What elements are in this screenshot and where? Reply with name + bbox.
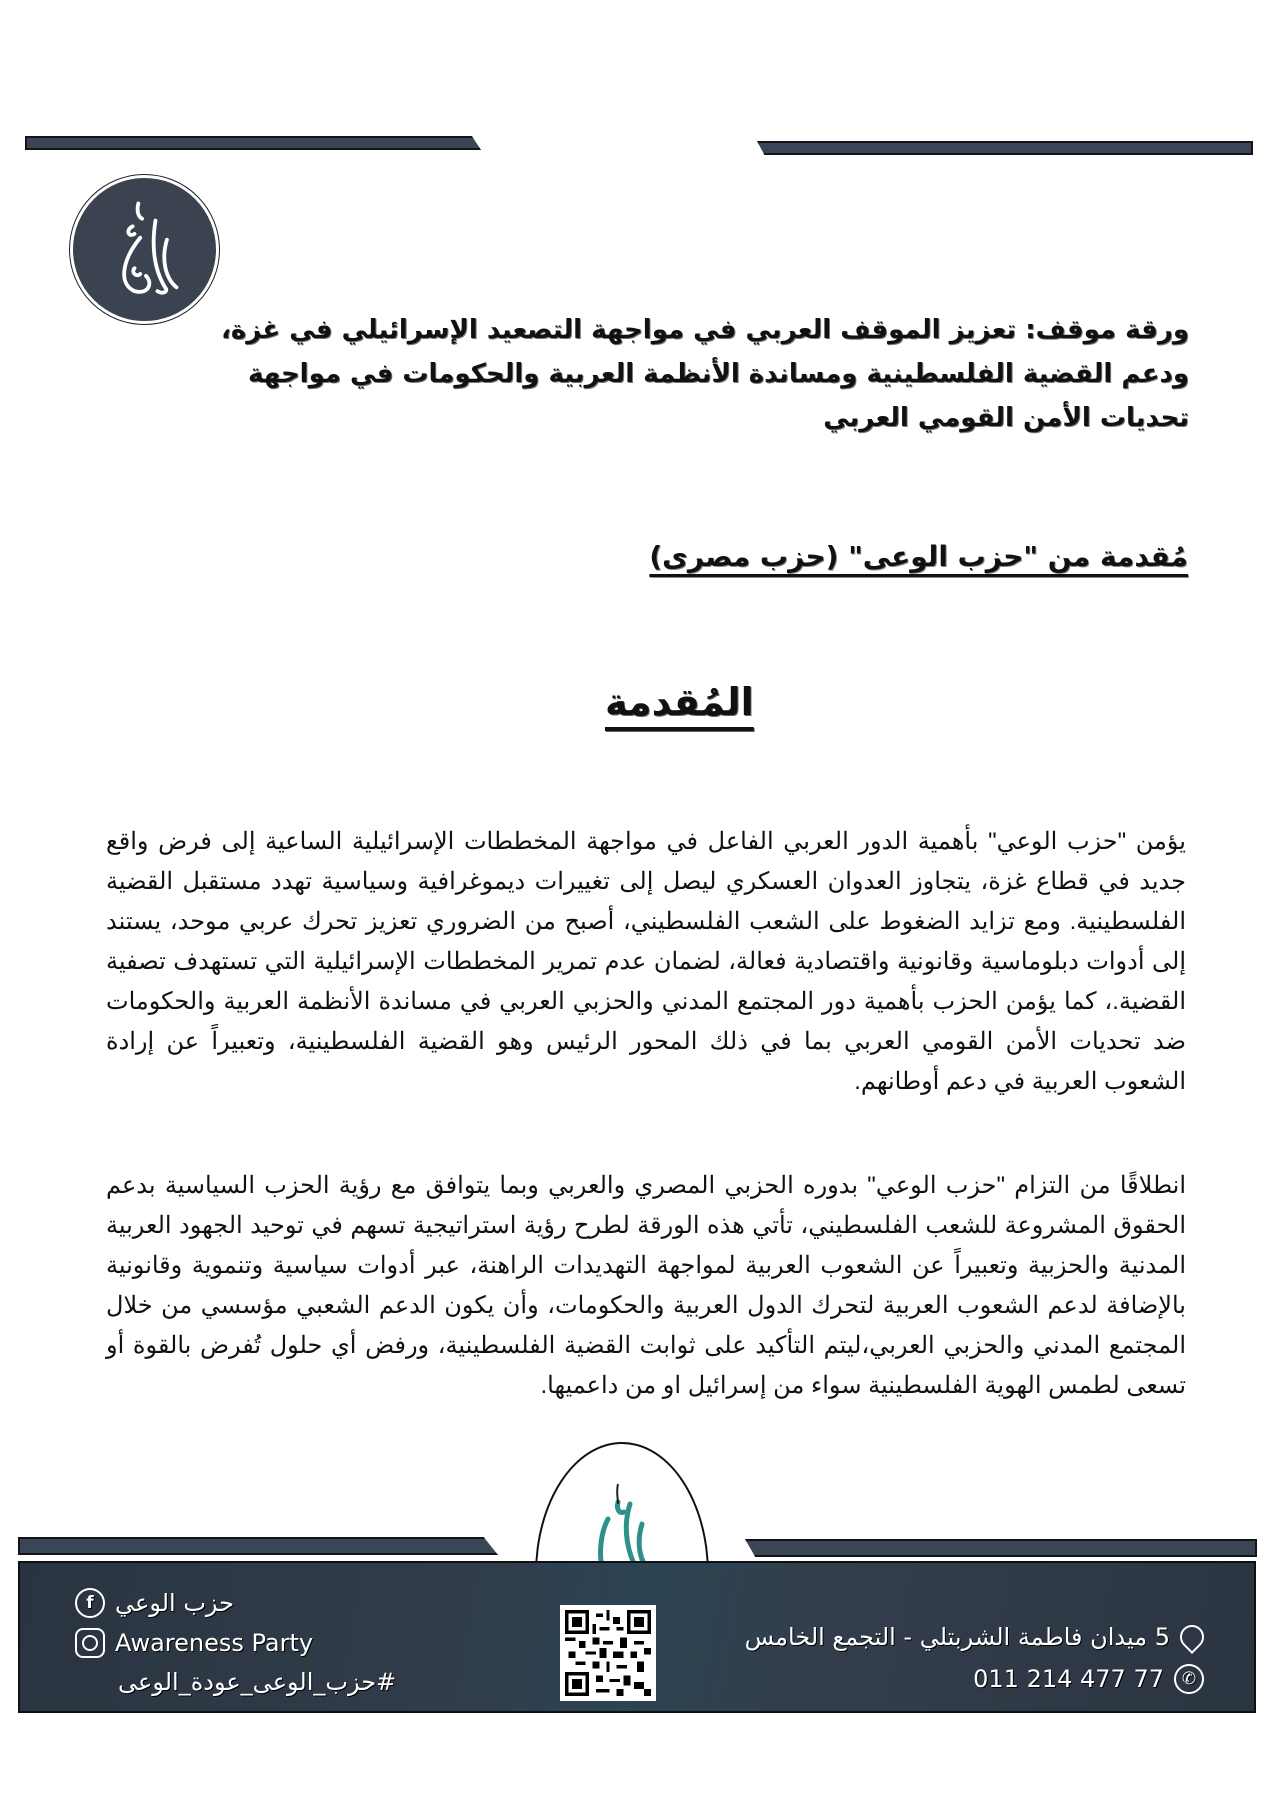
header-decorative-bar-left <box>25 136 481 150</box>
header-decorative-bar-right <box>757 141 1253 155</box>
qr-code[interactable] <box>560 1605 656 1701</box>
address-label: 5 ميدان فاطمة الشربتلي - التجمع الخامس <box>744 1623 1170 1651</box>
facebook-label: حزب الوعي <box>115 1589 235 1617</box>
awareness-party-calligraphy-logo-icon <box>94 192 194 306</box>
section-heading-introduction: المُقدمة <box>605 680 754 724</box>
instagram-label: Awareness Party <box>115 1629 314 1657</box>
document-title: ورقة موقف: تعزيز الموقف العربي في مواجهة التصعيد الإسرائيلي في غزة، ودعم القضية الفلسطينية ومساندة الأنظمة العربية والحكومات في مواجهة تحديات الأمن القومي العربي <box>221 315 1189 433</box>
footer-instagram[interactable] <box>75 1628 313 1658</box>
facebook-icon: f <box>75 1588 105 1618</box>
footer-address <box>745 1623 1204 1651</box>
document-subtitle: مُقدمة من "حزب الوعى" (حزب مصرى) <box>649 540 1188 573</box>
party-logo <box>70 175 219 324</box>
footer-decorative-bar-left <box>18 1537 498 1555</box>
footer-facebook[interactable] <box>75 1588 234 1618</box>
qr-code-icon <box>565 1610 651 1696</box>
phone-icon: ✆ <box>1174 1664 1204 1694</box>
instagram-icon <box>75 1628 105 1658</box>
body-paragraph-1: يؤمن "حزب الوعي" بأهمية الدور العربي الفاعل في مواجهة المخططات الإسرائيلية الساعية إلى فرض واقع جديد في قطاع غزة، يتجاوز العدوان العسكري ليصل إلى تغييرات ديموغرافية وسياسية تهدد مستقبل القضية الفلسطينية. ومع تزايد الضغوط على الشعب الفلسطيني، أصبح من الضروري تعزيز تحرك عربي موحد، يستند إلى أدوات دبلوماسية وقانونية واقتصادية فعالة، لضمان عدم تمرير المخططات الإسرائيلية التي تستهدف تصفية القضية.، كما يؤمن الحزب بأهمية دور المجتمع المدني والحزبي العربي في مساندة الأنظمة العربية والحكومات ضد تحديات الأمن القومي العربي بما في ذلك المحور الرئيس وهو القضية الفلسطينية، وتعبيراً عن إرادة الشعوب العربية في دعم أوطانهم. <box>106 828 1187 1095</box>
awareness-party-watermark-icon <box>572 1474 672 1574</box>
phone-label: 011 214 477 77 <box>973 1665 1164 1693</box>
location-pin-icon <box>1175 1620 1209 1654</box>
footer-decorative-bar-right <box>745 1539 1257 1557</box>
footer-phone[interactable] <box>973 1664 1204 1694</box>
body-paragraph-2: انطلاقًا من التزام "حزب الوعي" بدوره الحزبي المصري والعربي وبما يتوافق مع رؤية الحزب السياسية بدعم الحقوق المشروعة للشعب الفلسطيني، تأتي هذه الورقة لطرح رؤية استراتيجية تسهم في توحيد الجهود العربية المدنية والحزبية وتعبيراً عن الشعوب العربية لمواجهة التهديدات الراهنة، عبر أدوات سياسية وتنموية وقانونية بالإضافة لدعم الشعوب العربية لتحرك الدول العربية والحكومات، وأن يكون الدعم الشعبي مؤسسي من خلال المجتمع المدني والحزبي العربي،ليتم التأكيد على ثوابت القضية الفلسطينية، ورفض أي حلول تُفرض بالقوة أو تسعى لطمس الهوية الفلسطينية سواء من إسرائيل او من داعميها. <box>106 1172 1186 1399</box>
footer-hashtag: #حزب_الوعى_عودة_الوعى <box>118 1668 397 1696</box>
